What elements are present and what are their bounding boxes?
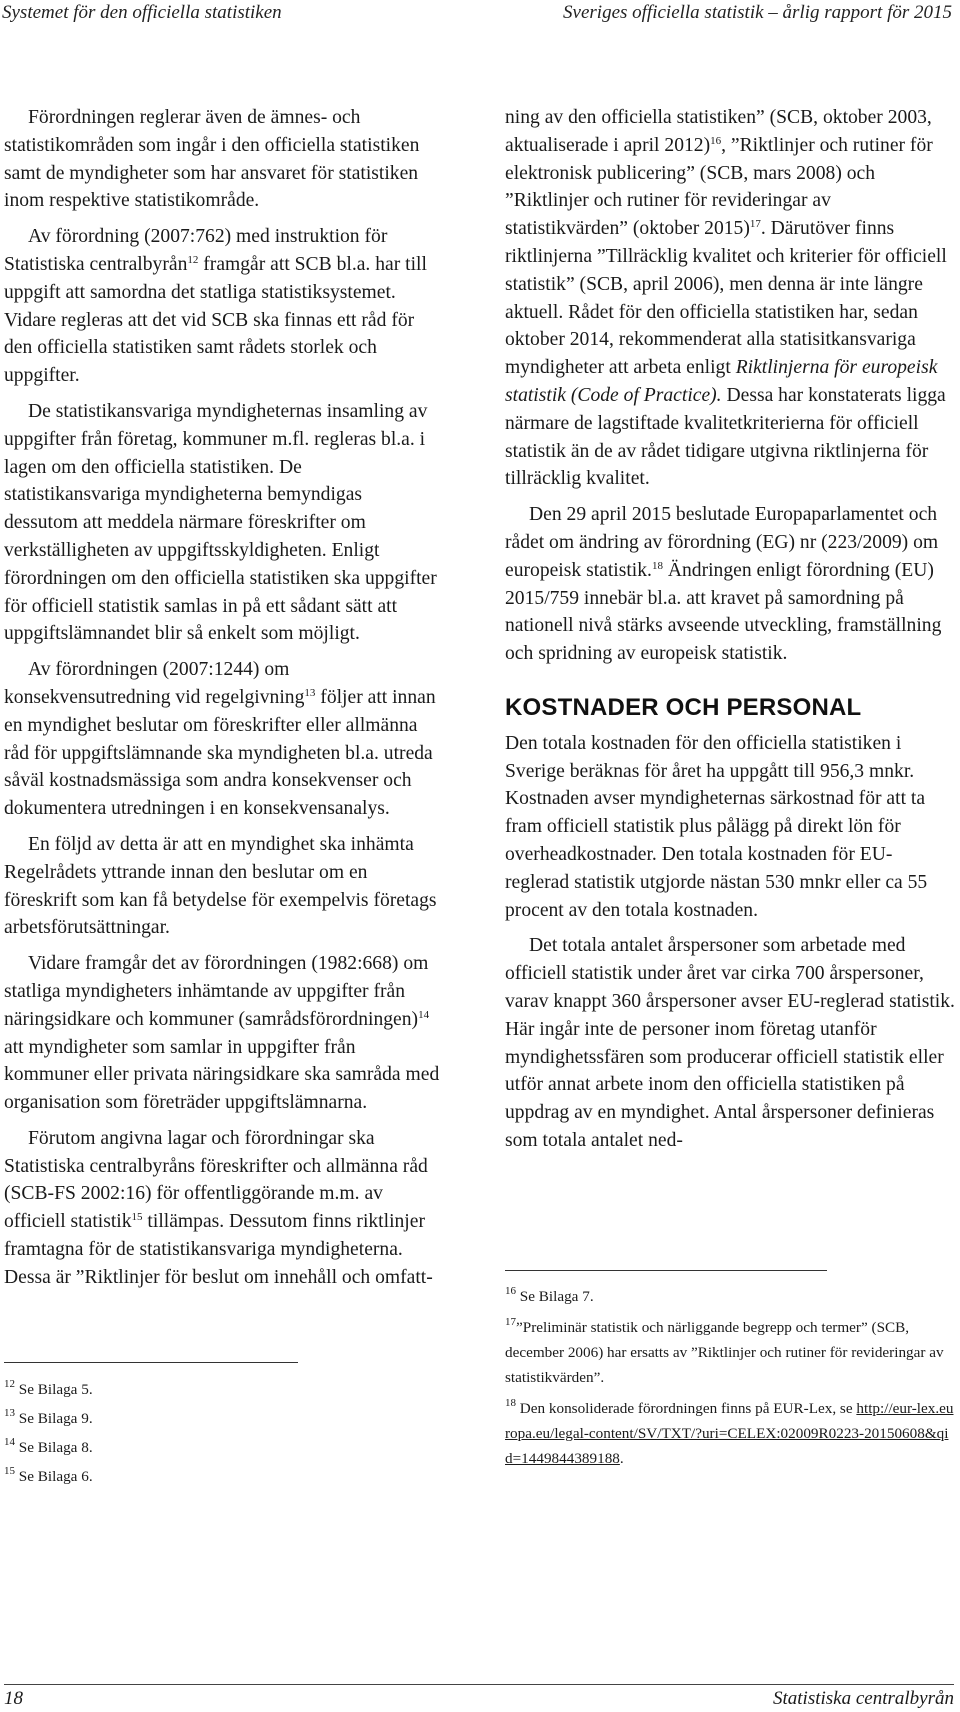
footnote-separator	[505, 1270, 827, 1271]
footnote: $^{14}$ Se Bilaga 8.	[4, 1436, 93, 1456]
footnote-ref: 17	[749, 218, 761, 231]
header-right-title: Sveriges officiella statistik – årlig rapport för 2015	[563, 2, 952, 23]
footnote-ref: 12	[187, 253, 199, 266]
page-number: 18	[4, 1688, 23, 1709]
paragraph: Av förordning (2007:762) med instruktion för Statistiska centralbyrån$^{12}$ framgår att SCB bl.a. har till uppgift att samordna det statliga statistiksystemet. Vidare regleras att det vid SCB ska finnas ett råd för den officiella statistiken samt rådets storlek och uppgifter.	[4, 226, 427, 387]
section-heading: KOSTNADER OCH PERSONAL	[505, 693, 862, 721]
paragraph: Det totala antalet årspersoner som arbetade med officiell statistik under året var cirka 700 årspersoner, varav knappt 360 årspersoner avser EU-reglerad statistik. Här ingår inte de personer inom företag utanför myndighetssfären som producerar officiell statistik eller utför annat arbete inom den officiella statistiken på uppdrag av en myndighet. Antal årspersoner definieras som totala antalet ned-	[505, 935, 955, 1151]
right-column	[505, 104, 955, 1163]
footnote: $^{12}$ Se Bilaga 5.	[4, 1378, 93, 1398]
paragraph: Av förordningen (2007:1244) om konsekvensutredning vid regelgivning$^{13}$ följer att innan en myndighet beslutar om föreskrifter eller allmänna råd för uppgiftslämnande ska myndigheten bl.a. utreda såväl kostnadsmässiga som andra konsekvenser och dokumentera utredningen i en konsekvensanalys.	[4, 659, 436, 820]
footnote-ref: 15	[131, 1211, 143, 1224]
paragraph: Förordningen reglerar även de ämnes- och statistikområden som ingår i den officiella statistiken samt de myndigheter som har ansvaret för statistiken inom respektive statistikområde.	[4, 107, 420, 212]
paragraph: Den totala kostnaden för den officiella statistiken i Sverige beräknas för året ha uppgått till 956,3 mnkr. Kostnaden avser myndigheternas särkostnad för att ta fram officiell statistik plus pålägg på direkt lön för overheadkostnader. Den totala kostnaden för EU-reglerad statistik utgjorde nästan 530 mnkr eller ca 55 procent av den totala kostnaden.	[505, 732, 928, 921]
paragraph: En följd av detta är att en myndighet ska inhämta Regelrådets yttrande innan den beslutar om en föreskrift som kan få betydelse för exempelvis företags arbetsförutsättningar.	[4, 833, 437, 939]
publisher-name: Statistiska centralbyrån	[772, 1688, 954, 1709]
footnote-ref: 16	[710, 134, 722, 147]
footnote-ref: 13	[304, 686, 316, 699]
footnote: $^{18}$ Den konsoliderade förordningen finns på EUR-Lex, se http://eur-lex.europa.eu/legal-content/SV/TXT/?uri=CELEX:02009R0223-20150608&qid=1449844389188.	[505, 1397, 954, 1467]
eur-lex-link[interactable]: http://eur-lex.europa.eu/legal-content/SV/TXT/?uri=CELEX:02009R0223-20150608&qid=1449844389188	[505, 1400, 954, 1467]
left-column	[4, 104, 440, 1300]
italic-title: Riktlinjerna för europeisk statistik (Code of Practice).	[505, 357, 938, 406]
running-header	[2, 2, 952, 30]
footnote: $^{13}$ Se Bilaga 9.	[4, 1407, 93, 1427]
paragraph: Förutom angivna lagar och förordningar ska Statistiska centralbyråns föreskrifter och allmänna råd (SCB-FS 2002:16) för offentliggörande m.m. av officiell statistik$^{15}$ tillämpas. Dessutom finns riktlinjer framtagna för de statistikansvariga myndigheterna. Dessa är ”Riktlinjer för beslut om innehåll och omfatt-	[4, 1127, 433, 1288]
footnote-ref: 18	[651, 559, 663, 572]
footer-rule	[4, 1684, 954, 1685]
footnote: $^{15}$ Se Bilaga 6.	[4, 1465, 93, 1485]
header-left-title: Systemet för den officiella statistiken	[2, 2, 282, 23]
paragraph: Vidare framgår det av förordningen (1982:668) om statliga myndigheters inhämtande av uppgifter från näringsidkare och kommuner (samrådsförordningen)$^{14}$ att myndigheter som samlar in uppgifter från kommuner eller privata näringsidkare ska samråda med organisation som företräder uppgiftslämnarna.	[4, 953, 440, 1114]
footnote-ref: 14	[418, 1008, 430, 1021]
footnote: $^{16}$ Se Bilaga 7.	[505, 1285, 594, 1305]
right-footnotes	[505, 1284, 955, 1477]
footnote-separator	[4, 1362, 298, 1363]
paragraph: De statistikansvariga myndigheternas insamling av uppgifter från företag, kommuner m.fl. regleras bl.a. i lagen om den officiella statistiken. De statistikansvariga myndigheterna bemyndigas dessutom att meddela närmare föreskrifter om verkställigheten av uppgiftsskyldigheten. Enligt förordningen om den officiella statistiken ska uppgifter för officiell statistik samlas in på ett sådant sätt att uppgiftslämnandet blir så enkelt som möjligt.	[4, 400, 437, 645]
paragraph: Den 29 april 2015 beslutade Europaparlamentet och rådet om ändring av förordning (EG) nr (223/2009) om europeisk statistik.$^{18}$ Ändringen enligt förordning (EU) 2015/759 innebär bl.a. att kravet på samordning på nationell nivå stärks avseende utveckling, framställning och spridning av europeisk statistik.	[505, 504, 942, 665]
paragraph: ning av den officiella statistiken” (SCB, oktober 2003, aktualiserade i april 2012)$^{16}$, ”Riktlinjer och rutiner för elektronisk publicering” (SCB, mars 2008) och ”Riktlinjer och rutiner för revideringar av statistikvärden” (oktober 2015)$^{17}$. Därutöver finns riktlinjerna ”Tillräcklig kvalitet och kriterier för officiell statistik” (SCB, april 2006), men denna är inte längre aktuell. Rådet för den officiella statistiken har, sedan oktober 2014, rekommenderat alla statisitkansvariga myndigheter att arbeta enligt Riktlinjerna för europeisk statistik (Code of Practice). Dessa har konstaterats ligga närmare de lagstiftade kvalitetkriterierna för officiell statistik än de av rådet tidigare utgivna riktlinjerna för tillräcklig kvalitet.	[505, 107, 947, 490]
left-footnotes	[4, 1377, 434, 1489]
footnote: $^{17}$”Preliminär statistik och närliggande begrepp och termer” (SCB, december 2006) har ersatts av ”Riktlinjer och rutiner för revideringar av statistikvärden”.	[505, 1316, 944, 1386]
